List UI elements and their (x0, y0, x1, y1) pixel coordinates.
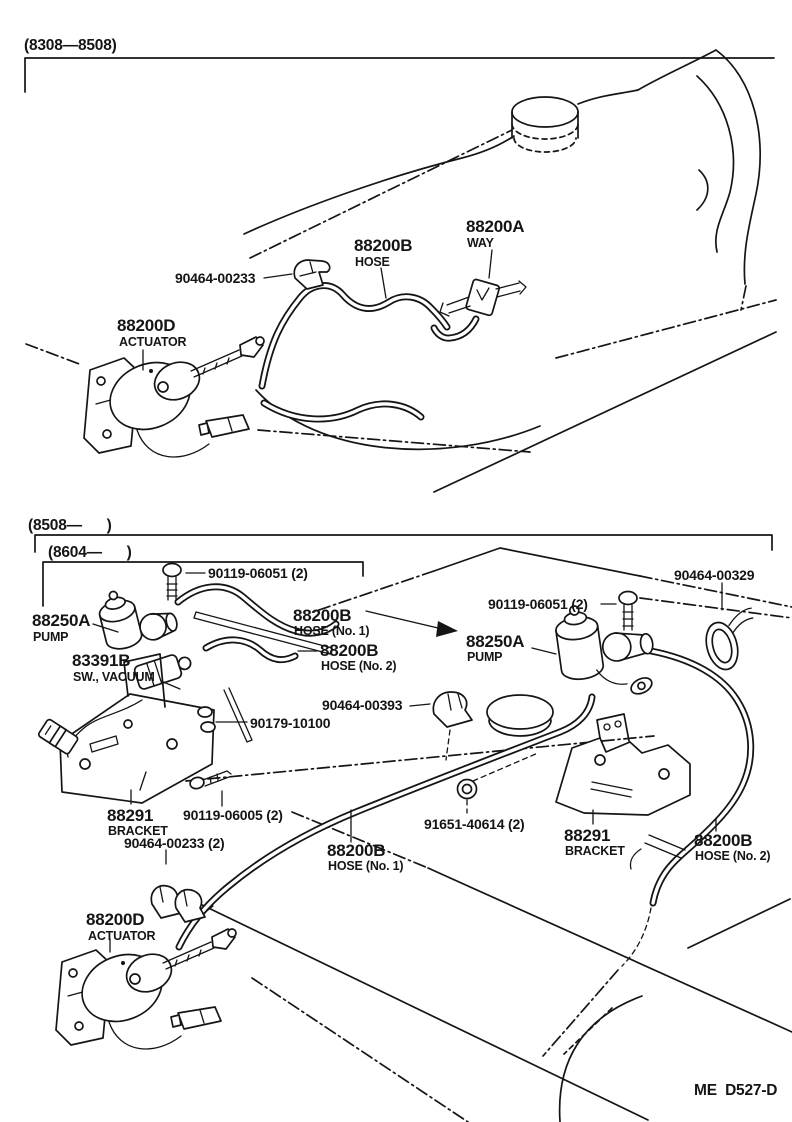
bracket-plate (556, 738, 690, 815)
clip-mid (433, 692, 472, 760)
bolt-head (163, 564, 181, 577)
bracket-tab (597, 714, 629, 741)
actuator-wire (137, 430, 209, 457)
label-bracket-right-name: BRACKET (565, 844, 625, 858)
hose-top-88200B (262, 286, 476, 419)
cowl-corner-curve (560, 996, 642, 1122)
bolt-left (163, 564, 181, 601)
cap-ridge-2 (514, 138, 576, 152)
section-top (24, 37, 776, 492)
valve-body (465, 279, 499, 316)
label-hose2-right-name: HOSE (No. 2) (695, 849, 771, 863)
label-88200D-code: 88200D (117, 316, 176, 335)
panel-boss-rim (489, 720, 551, 736)
label-switch-code: 83391B (72, 651, 131, 670)
cowl-edge-1 (196, 902, 648, 1120)
pump-port (628, 675, 654, 697)
three-way-valve (440, 279, 526, 316)
label-hose1-left-code: 88200B (293, 606, 352, 625)
label-90464-00233: 90464-00233 (175, 270, 256, 286)
label-pump-right-name: PUMP (467, 650, 503, 664)
label-pump-left-code: 88250A (32, 611, 91, 630)
label-hose2-left-code: 88200B (320, 641, 379, 660)
screw-head (189, 776, 205, 790)
pump-side-body (137, 611, 169, 643)
label-88200D-name: ACTUATOR (119, 335, 187, 349)
arrow-head (436, 621, 458, 637)
cowl-edge-2 (428, 868, 792, 1032)
label-bracket-right-code: 88291 (564, 826, 611, 845)
pump-right (553, 596, 660, 707)
clip-shape (433, 692, 472, 727)
label-hose2-left-name: HOSE (No. 2) (321, 659, 397, 673)
section-8604-range: (8604— ) (48, 544, 132, 561)
bolt-right (619, 592, 637, 631)
section-bottom-bracket (35, 535, 772, 552)
section-8604-bracket (43, 562, 363, 606)
pump-side-port (639, 633, 654, 654)
grommet-outer (458, 780, 477, 799)
label-actuator-bottom-name: ACTUATOR (88, 929, 156, 943)
bracket-right (556, 714, 690, 815)
cowl-centerline (252, 978, 468, 1122)
label-pump-right-code: 88250A (466, 632, 525, 651)
hose-clamp-right (700, 608, 765, 673)
label-bolt-right: 90119-06051 (2) (488, 596, 588, 612)
oil-filler-cap (512, 97, 578, 152)
bolt-shaft (167, 577, 177, 600)
cap-top (512, 97, 578, 127)
grommet-91651 (458, 753, 539, 813)
leader-way (489, 250, 492, 278)
label-bolt-left: 90119-06051 (2) (208, 565, 308, 581)
label-hose2-right-code: 88200B (694, 831, 753, 850)
actuator-top (84, 337, 264, 457)
bolt-shaft (623, 605, 633, 630)
hood-peak-lines (434, 548, 640, 576)
leader-hose (381, 268, 386, 298)
bolt-head (619, 592, 637, 605)
section-bottom-range: (8508— ) (28, 517, 112, 534)
arrow-shaft (366, 611, 438, 628)
label-grommet: 91651-40614 (2) (424, 816, 525, 832)
cowl-lower-edge (434, 332, 776, 492)
label-nut: 90179-10100 (250, 715, 331, 731)
connector-tail (171, 1015, 181, 1027)
valve-stub-right (496, 281, 526, 297)
panel-boss (487, 695, 553, 729)
label-switch-name: SW., VACUUM (73, 670, 155, 684)
leader-clip-mid (410, 704, 430, 706)
tab-hole (604, 724, 610, 730)
actuator-wire (109, 1022, 181, 1049)
label-clips-pair: 90464-00233 (2) (124, 835, 225, 851)
section-top-range: (8308—8508) (24, 37, 117, 54)
stud-pin (224, 688, 252, 742)
hose-no2-left-art (206, 640, 295, 660)
pump-knob (108, 591, 118, 601)
nut-upper (198, 707, 212, 717)
actuator-rivet (121, 961, 125, 965)
label-bracket-left-name: BRACKET (108, 824, 168, 838)
body-centerline-left (26, 344, 82, 365)
label-88200B-name: HOSE (355, 255, 390, 269)
label-bracket-left-code: 88291 (107, 806, 154, 825)
fender-centerline (741, 286, 746, 310)
figure-code: ME D527-D (694, 1082, 778, 1099)
label-screw-left: 90119-06005 (2) (183, 807, 283, 823)
label-hose1-main-name: HOSE (No. 1) (328, 859, 404, 873)
nut-lower (201, 722, 215, 732)
label-clip-mid: 90464-00393 (322, 697, 403, 713)
cover-right-line (578, 90, 638, 104)
arrow-hose1-to-pump (366, 611, 458, 637)
fender-outer-curve (716, 50, 760, 284)
leader-clip (264, 274, 292, 278)
clip-shape (175, 890, 205, 922)
actuator-rivet (149, 369, 153, 373)
body-centerline-right (556, 300, 776, 358)
leader-pump-left (93, 624, 118, 632)
label-88200A-code: 88200A (466, 217, 525, 236)
label-actuator-bottom-code: 88200D (86, 910, 145, 929)
rod-end-eye (256, 337, 264, 345)
label-hose1-main-code: 88200B (327, 841, 386, 860)
actuator-bottom (56, 929, 236, 1049)
clips-pair-art (151, 886, 213, 922)
right-panel-edge (688, 899, 790, 948)
section-bottom (28, 517, 792, 1122)
label-88200B-code: 88200B (354, 236, 413, 255)
tab-hole (615, 721, 621, 727)
label-88200A-name: WAY (467, 236, 494, 250)
fender-inner-curve (697, 76, 733, 252)
fender-hook-curve (697, 170, 708, 210)
label-pump-left-name: PUMP (33, 630, 69, 644)
label-clamp-right: 90464-00329 (674, 567, 755, 583)
label-hose1-left-name: HOSE (No. 1) (294, 624, 370, 638)
leader-pump-right (532, 648, 556, 654)
section-top-bracket (25, 58, 774, 92)
rod-end-eye (228, 929, 236, 937)
connector-tail (199, 423, 209, 435)
